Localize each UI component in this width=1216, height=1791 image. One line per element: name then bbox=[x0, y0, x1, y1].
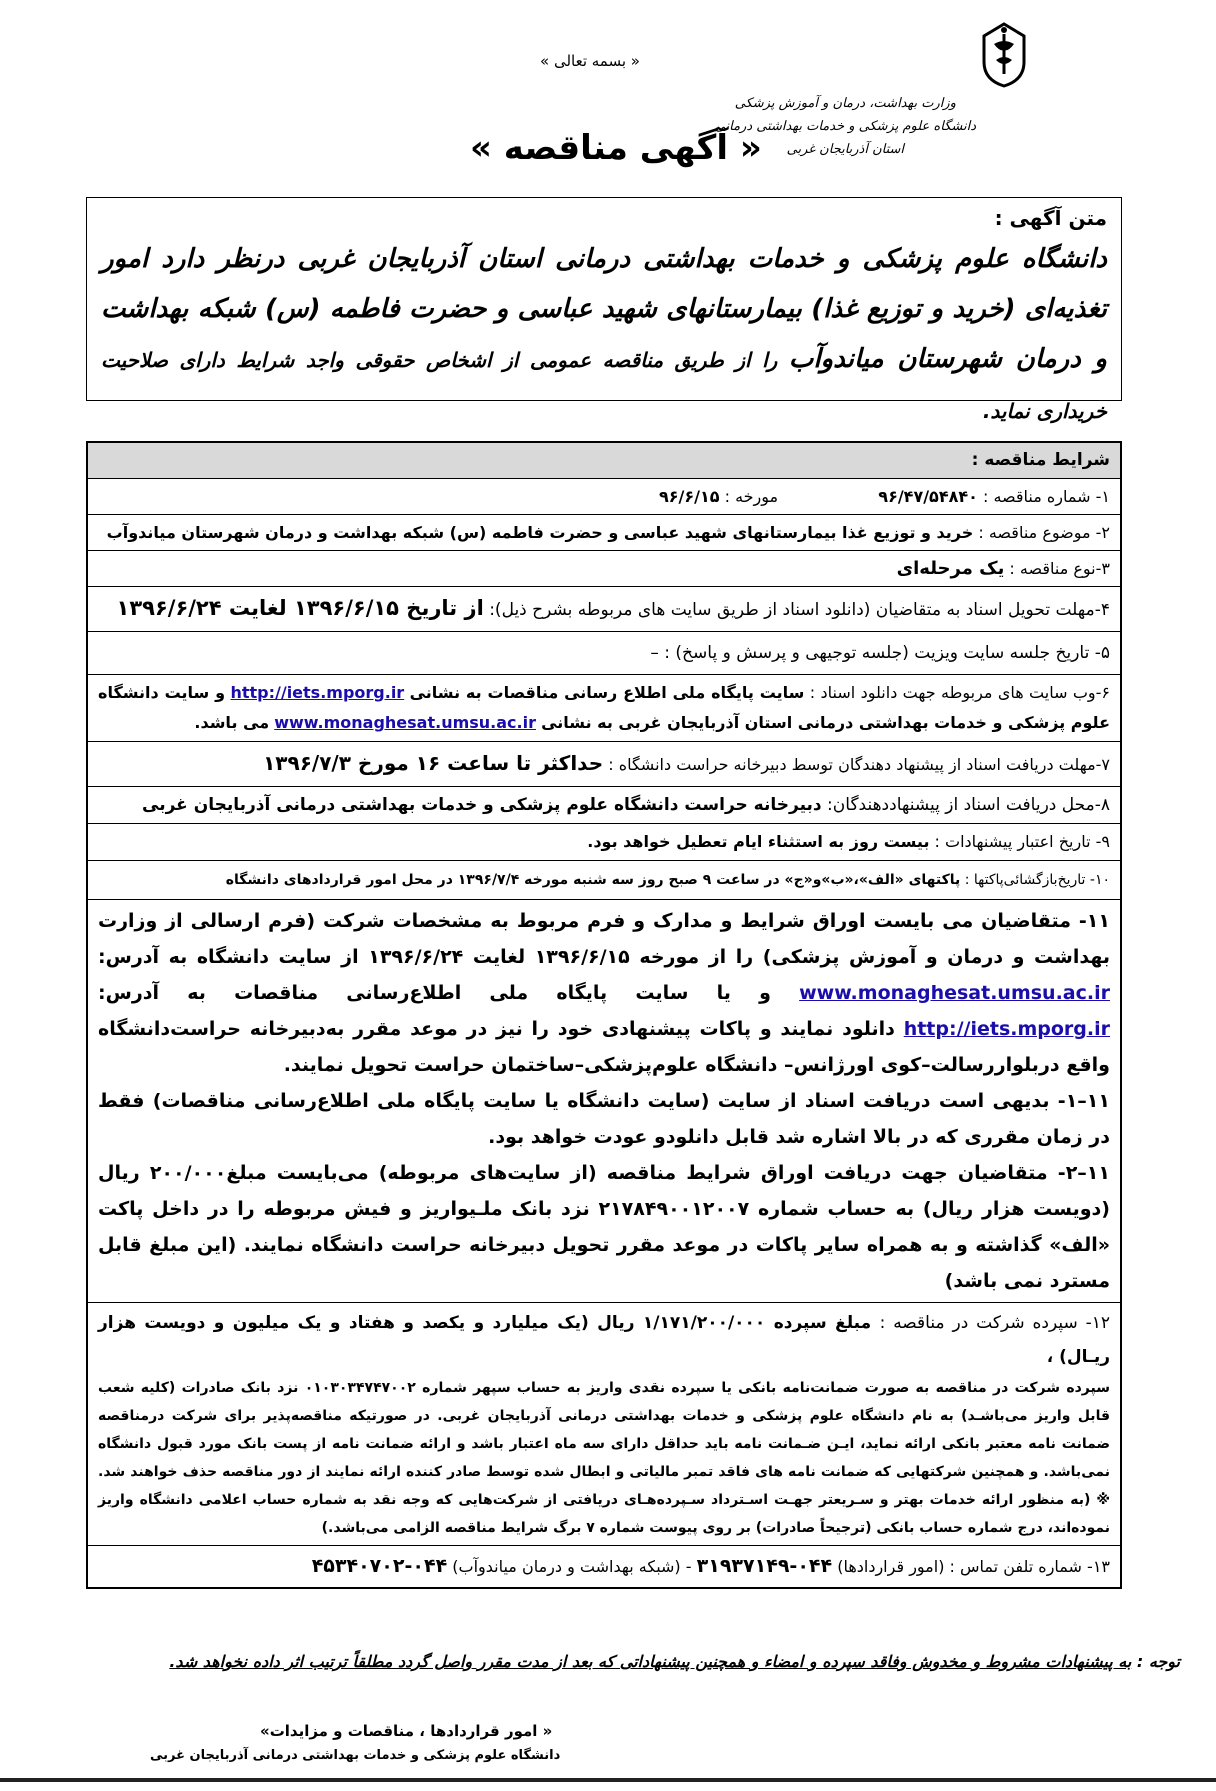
subject-label: ۲- موضوع مناقصه : bbox=[978, 523, 1110, 542]
note-text: به پیشنهادات مشروط و مخدوش وفاقد سپرده و امضاء و همچنین پیشنهاداتی که بعد از مدت مقرر واصل گردد مطلقاً ترتیب اثر داده نخواهد شد. bbox=[169, 1652, 1132, 1671]
condition-row-8 bbox=[88, 787, 1120, 824]
iets-link[interactable]: http://iets.mporg.ir bbox=[230, 683, 405, 702]
condition-row-10 bbox=[88, 861, 1120, 900]
submission-value: حداکثر تا ساعت ۱۶ مورخ ۱۳۹۶/۷/۳ bbox=[263, 751, 604, 775]
condition-row-12 bbox=[88, 1303, 1120, 1546]
announcement-body: دانشگاه علوم پزشکی و خدمات بهداشتی درمانی استان آذربایجان غربی درنظر دارد امور تغذیه‌ای (خرید و توزیع غذا) بیمارستانهای شهید عباسی و حضرت فاطمه (س) شبکه بهداشت و درمان شهرستان میاندوآب bbox=[101, 244, 1107, 374]
page-title: « آگهی مناقصه » bbox=[470, 128, 762, 168]
tender-date-label: مورخه : bbox=[724, 487, 779, 506]
condition-row-4 bbox=[88, 587, 1120, 632]
note-label: توجه : bbox=[1136, 1652, 1180, 1671]
bottom-divider bbox=[0, 1778, 1216, 1782]
opening-label: ۱۰- تاریخ‌بازگشائی‌پاکتها : bbox=[964, 872, 1110, 888]
ministry-emblem-icon bbox=[980, 22, 1028, 88]
validity-value: بیست روز به استثناء ایام تعطیل خواهد بود. bbox=[587, 832, 930, 851]
condition-row-2 bbox=[88, 515, 1120, 551]
deadline-label: ۴-مهلت تحویل اسناد به متقاضیان (دانلود اسناد از طریق سایت های مربوطه بشرح ذیل): bbox=[489, 600, 1110, 620]
condition-row-9 bbox=[88, 824, 1120, 861]
announcement-box bbox=[86, 197, 1122, 423]
requirements-paragraph bbox=[98, 903, 1110, 1083]
deposit-heading bbox=[98, 1306, 1110, 1374]
requirements-sub-1: ۱۱–۱- بدیهی است دریافت اسناد از سایت (سایت دانشگاه یا سایت پایگاه ملی اطلاع‌رسانی مناقصات) فقط در زمان مقرری که در بالا اشاره شد قابل دانلودو عودت خواهد بود. bbox=[98, 1090, 1110, 1148]
requirements-text-2: و یا سایت پایگاه ملی اطلاع‌رسانی مناقصات به آدرس: bbox=[98, 982, 771, 1004]
announcement-label: متن آگهی : bbox=[994, 206, 1107, 230]
condition-row-13 bbox=[88, 1546, 1120, 1587]
deposit-label: ۱۲- سپرده شرکت در مناقصه : bbox=[879, 1313, 1111, 1333]
websites-text-1: سایت پایگاه ملی اطلاع رسانی مناقصات به نشانی bbox=[409, 683, 805, 702]
tender-conditions-table bbox=[86, 441, 1122, 1589]
university-line: دانشگاه علوم پزشکی و خدمات بهداشتی درمانی bbox=[714, 119, 976, 134]
requirements-text-3: دانلود نمایند و پاکات پیشنهادی خود را نیز در موعد مقرر به‌دبیرخانه حراست‌دانشگاه واقع دربلوار‌رسالت–کوی اورژانس– دانشگاه علوم‌پزشکی–ساختمان حراست تحویل نمایند. bbox=[98, 1018, 1110, 1076]
deposit-value: مبلغ سپرده ۱/۱۷۱/۲۰۰/۰۰۰ ریال (یک میلیارد و یکصد و هفتاد و یک میلیون و دویست هزار ریـال) ، bbox=[98, 1313, 1110, 1367]
condition-row-6 bbox=[88, 675, 1120, 742]
announcement-tail: را از طریق مناقصه عمومی از اشخاص حقوقی واجد شرایط دارای صلاحیت خریداری نماید. bbox=[101, 348, 1107, 423]
condition-row-5: ۵- تاریخ جلسه سایت ویزیت (جلسه توجیهی و پرسش و پاسخ) : – bbox=[88, 632, 1120, 675]
signature-university: دانشگاه علوم پزشکی و خدمات بهداشتی درمانی آذربایجان غربی bbox=[150, 1748, 561, 1763]
condition-row-1 bbox=[88, 479, 1120, 515]
websites-text-3: می باشد. bbox=[194, 713, 270, 732]
bismillah: « بسمه تعالی » bbox=[540, 52, 640, 70]
conditions-heading: شرایط مناقصه : bbox=[88, 443, 1120, 479]
deposit-body: سپرده شرکت در مناقصه به صورت ضمانت‌نامه بانکی یا سپرده نقدی واریز به حساب سپهر شماره ۰۱۰۳۰۳۴۷۴۷۰۰۲ نزد بانک صادرات (کلیه شعب قابل واریز می‌باشـد) به نام دانشگاه علوم پزشکی و خدمات بهداشتی درمانی آذربایجان غربی. در صورتیکه مناقصه‌پذیر برای شرکت درمناقصه ضمانت نامه معتبر بانکی ارائه نماید، ایـن ضـمانت نامه باید حداقل دارای سه ماه اعتبار باشد و ارائه ضمانت نامه از پست بانک مورد قبول دانشگاه نمی‌باشد. و همچنین شرکتهایی که ضمانت نامه های فاقد تمبر مالیاتی و ابطال شده توسط صادر کننده ارائه نمایند از دور مناقصه حذف خواهند شد. ※ (به منظور ارائه خدمات بهتر و سـریعتر جهـت اسـترداد سـپرده‌هـای دریافتی از شرکت‌هایی که وجه نقد به شماره حساب اعلامی دانشگاه واریز نموده‌اند، درج شماره حساب بانکی (ترجیحاً صادرات) بر روی پیوست شماره ۷ برگ شرایط مناقصه الزامی می‌باشد.) bbox=[98, 1380, 1110, 1536]
location-value: دبیرخانه حراست دانشگاه علوم پزشکی و خدمات بهداشتی درمانی آذربایجان غربی bbox=[142, 795, 822, 815]
tender-date: ۹۶/۶/۱۵ bbox=[658, 487, 720, 506]
type-label: ۳-نوع مناقصه : bbox=[1009, 559, 1110, 578]
condition-row-11 bbox=[88, 900, 1120, 1303]
announcement-text bbox=[101, 234, 1107, 436]
tender-number-label: ۱- شماره مناقصه : bbox=[982, 487, 1110, 506]
condition-row-3 bbox=[88, 551, 1120, 587]
websites-text-2: و سایت دانشگاه علوم پزشکی و خدمات بهداشتی درمانی استان آذربایجان غربی به نشانی bbox=[98, 683, 1110, 732]
notice-note bbox=[40, 1652, 1180, 1671]
websites-label: ۶-وب سایت های مربوطه جهت دانلود اسناد : bbox=[809, 683, 1111, 702]
monaghesat-link-2[interactable]: www.monaghesat.umsu.ac.ir bbox=[799, 982, 1110, 1004]
phone-label: ۱۳- شماره تلفن تماس : (امور قراردادها) bbox=[837, 1557, 1110, 1576]
tender-number: ۹۶/۴۷/۵۴۸۴۰ bbox=[878, 487, 978, 506]
submission-label: ۷-مهلت دریافت اسناد از پیشنهاد دهندگان توسط دبیرخانه حراست دانشگاه : bbox=[608, 755, 1110, 774]
opening-value: پاکتهای «الف»،«ب»و«ج» در ساعت ۹ صبح روز سه شنبه مورخه ۱۳۹۶/۷/۴ در محل امور قراردادهای دانشگاه bbox=[225, 872, 961, 888]
condition-row-7 bbox=[88, 742, 1120, 787]
type-value: یک مرحله‌ای bbox=[896, 558, 1005, 579]
province-line: استان آذربایجان غربی bbox=[786, 142, 905, 157]
location-label: ۸-محل دریافت اسناد از پیشنهاددهندگان: bbox=[827, 795, 1110, 815]
phone-network: ۰۴۴-۴۵۳۴۰۷۰۲ bbox=[311, 1555, 448, 1577]
subject-value: خرید و توزیع غذا بیمارستانهای شهید عباسی و حضرت فاطمه (س) شبکه بهداشت و درمان شهرستان میاندوآب bbox=[106, 523, 974, 542]
requirements-sub-2: ۱۱–۲- متقاضیان جهت دریافت اوراق شرایط مناقصه (از سایت‌های مربوطه) می‌بایست مبلغ۲۰۰/۰۰۰ ریال (دویست هزار ریال) به حساب شماره ۲۱۷۸۴۹۰۰۱۲۰۰۷ نزد بانک ملـیواریز و فیش مربوطه را در داخل پاکت «الف» گذاشته و به همراه سایر پاکات در موعد مقرر تحویل دبیرخانه حراست دانشگاه نمایند. (این مبلغ قابل مسترد نمی باشد) bbox=[98, 1162, 1110, 1292]
signature-office: « امور قراردادها ، مناقصات و مزایدات» bbox=[260, 1722, 553, 1740]
iets-link-2[interactable]: http://iets.mporg.ir bbox=[903, 1018, 1110, 1040]
validity-label: ۹- تاریخ اعتبار پیشنهادات : bbox=[934, 832, 1110, 851]
ministry-line: وزارت بهداشت، درمان و آموزش پزشکی bbox=[734, 96, 956, 111]
monaghesat-link[interactable]: www.monaghesat.umsu.ac.ir bbox=[274, 713, 536, 732]
requirements-text-1: ۱۱- متقاضیان می بایست اوراق شرایط و مدارک و فرم مربوط به مشخصات شرکت (فرم ارسالی از وزارت بهداشت و درمان و آموزش پزشکی) را از مورخه ۱۳۹۶/۶/۱۵ لغایت ۱۳۹۶/۶/۲۴ از سایت دانشگاه به آدرس: bbox=[98, 910, 1110, 968]
phone-contracts: ۰۴۴-۳۱۹۳۷۱۴۹ bbox=[696, 1555, 833, 1577]
deadline-value: از تاریخ ۱۳۹۶/۶/۱۵ لغایت ۱۳۹۶/۶/۲۴ bbox=[116, 596, 484, 620]
phone-label-2: (شبکه بهداشت و درمان میاندوآب) bbox=[452, 1557, 681, 1576]
phone-separator: - bbox=[685, 1557, 692, 1576]
